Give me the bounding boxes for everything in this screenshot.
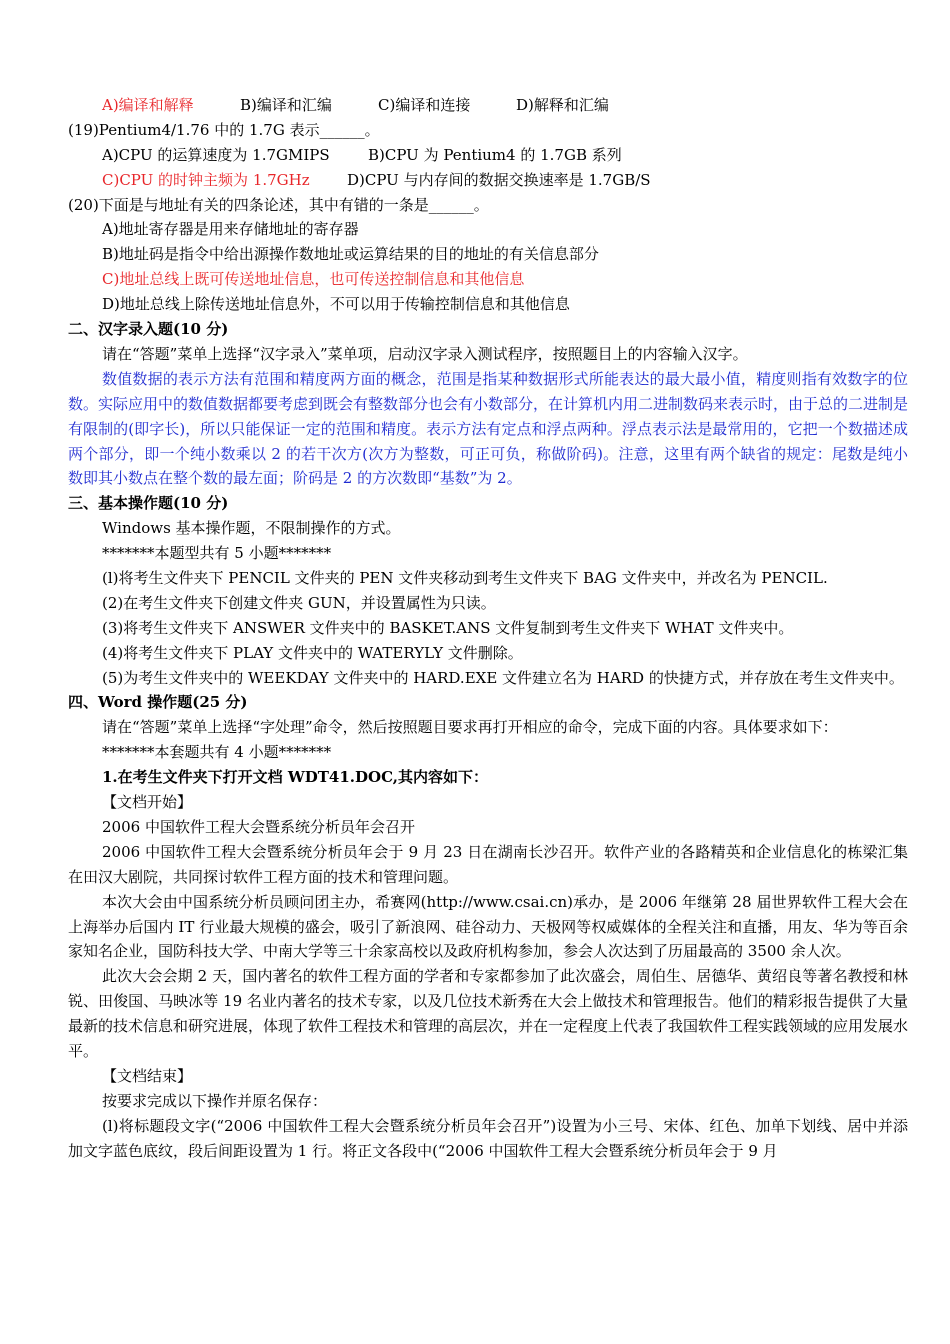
q20-option-b: B)地址码是指令中给出源操作数地址或运算结果的目的地址的有关信息部分 xyxy=(102,245,599,264)
section-4-question-1: 1.在考生文件夹下打开文档 WDT41.DOC,其内容如下： xyxy=(102,768,488,787)
q18-option-c: C)编译和连接 xyxy=(378,96,471,114)
doc-end-marker: 【文档结束】 xyxy=(102,1066,193,1085)
q20-option-d: D)地址总线上除传送地址信息外，不可以用于传输控制信息和其他信息 xyxy=(102,295,570,314)
q19-options-cd xyxy=(68,168,908,193)
section-3-line-1: Windows 基本操作题，不限制操作的方式。 xyxy=(102,519,401,538)
operation-1: (l)将标题段文字(“2006 中国软件工程大会暨系统分析员年会召开”)设置为小三号、宋体、红色、加单下划线、居中并添加文字蓝色底纹，段后间距设置为 1 行。将正文各段中(“2006 中国软件工程大会暨系统分析员年会于 9 月 xyxy=(68,1116,908,1160)
q19-option-d: D)CPU 与内存间的数据交换速率是 1.7GB/S xyxy=(347,170,651,189)
q18-option-a-answer: A)编译和解释 xyxy=(102,96,194,114)
section-2-typing-text: 数值数据的表示方法有范围和精度两方面的概念，范围是指某种数据形式所能表达的最大最小值，精度则指有效数字的位数。实际应用中的数值数据都要考虑到既会有整数部分也会有小数部分，在计算机内用二进制数码来表示时，由于总的二进制是有限制的(即字长)，所以只能保证一定的范围和精度。表示方法有定点和浮点两种。浮点表示法是最常用的，它把一个数描述成两个部分，即一个纯小数乘以 2 的若干次方(次方为整数，可正可负，称做阶码)。注意，这里有两个缺省的规定：尾数是纯小数即其小数点在整个数的最左面；阶码是 2 的方次数即“基数”为 2。 xyxy=(68,369,909,488)
section-3-line-2: *******本题型共有 5 小题******* xyxy=(102,544,332,563)
q18-options xyxy=(68,93,908,118)
section-3-task-4: (4)将考生文件夹下 PLAY 文件夹中的 WATERYLY 文件删除。 xyxy=(102,643,523,662)
save-instruction: 按要求完成以下操作并原名保存： xyxy=(102,1091,328,1110)
q18-option-d: D)解释和汇编 xyxy=(516,96,609,114)
section-3-task-3: (3)将考生文件夹下 ANSWER 文件夹中的 BASKET.ANS 文件复制到考生文件夹下 WHAT 文件夹中。 xyxy=(102,618,794,637)
doc-title: 2006 中国软件工程大会暨系统分析员年会召开 xyxy=(102,817,415,836)
q19-options-ab xyxy=(68,143,908,168)
q19-option-a: A)CPU 的运算速度为 1.7GMIPS xyxy=(102,145,330,164)
q18-option-b: B)编译和汇编 xyxy=(240,96,332,114)
q19-option-b: B)CPU 为 Pentium4 的 1.7GB 系列 xyxy=(368,145,622,164)
section-3-heading: 三、基本操作题(10 分) xyxy=(68,494,229,513)
doc-start-marker: 【文档开始】 xyxy=(102,793,193,812)
q19-stem: (19)Pentium4/1.76 中的 1.7G 表示______。 xyxy=(68,120,380,139)
section-3-task-1: (l)将考生文件夹下 PENCIL 文件夹的 PEN 文件夹移动到考生文件夹下 BAG 文件夹中，并改名为 PENCIL. xyxy=(102,569,828,587)
section-3-task-2: (2)在考生文件夹下创建文件夹 GUN，并设置属性为只读。 xyxy=(102,593,496,612)
doc-paragraph-2: 本次大会由中国系统分析员顾问团主办，希赛网(http://www.csai.cn)承办，是 2006 年继第 28 届世界软件工程大会在上海举办后国内 IT 行业最大规模的盛会，吸引了新浪网、硅谷动力、天极网等权威媒体的全程关注和直播，用友、华为等百余家知名企业，国防科技大学、中南大学等三十余家高校以及政府机构参加，参会人次达到了历届最高的 3500 余人次。 xyxy=(68,892,908,961)
section-4-intro: 请在“答题”菜单上选择“字处理”命令，然后按照题目要求再打开相应的命令，完成下面的内容。具体要求如下： xyxy=(102,718,838,737)
q19-option-c-answer: C)CPU 的时钟主频为 1.7GHz xyxy=(102,170,310,189)
section-4-count: *******本套题共有 4 小题******* xyxy=(102,743,332,762)
q20-stem: (20)下面是与地址有关的四条论述，其中有错的一条是______。 xyxy=(68,195,489,214)
section-2-heading: 二、汉字录入题(10 分) xyxy=(68,320,229,339)
section-3-task-5: (5)为考生文件夹中的 WEEKDAY 文件夹中的 HARD.EXE 文件建立名为 HARD 的快捷方式，并存放在考生文件夹中。 xyxy=(102,668,904,687)
q20-option-c-answer: C)地址总线上既可传送地址信息，也可传送控制信息和其他信息 xyxy=(102,270,525,289)
document-page xyxy=(68,93,908,1164)
q20-option-a: A)地址寄存器是用来存储地址的寄存器 xyxy=(102,220,359,239)
section-2-intro: 请在“答题”菜单上选择“汉字录入”菜单项，启动汉字录入测试程序，按照题目上的内容输入汉字。 xyxy=(102,344,748,363)
section-4-heading: 四、Word 操作题(25 分) xyxy=(68,693,248,712)
doc-paragraph-1: 2006 中国软件工程大会暨系统分析员年会于 9 月 23 日在湖南长沙召开。软件产业的各路精英和企业信息化的栋梁汇集在田汉大剧院，共同探讨软件工程方面的技术和管理问题。 xyxy=(68,842,908,886)
doc-paragraph-3: 此次大会会期 2 天，国内著名的软件工程方面的学者和专家都参加了此次盛会，周伯生、居德华、黄绍良等著名教授和林锐、田俊国、马映冰等 19 名业内著名的技术专家，以及几位技术新秀在大会上做技术和管理报告。他们的精彩报告提供了大量最新的技术信息和研究进展，体现了软件工程技术和管理的高层次，并在一定程度上代表了我国软件工程实践领域的应用发展水平。 xyxy=(68,967,909,1061)
